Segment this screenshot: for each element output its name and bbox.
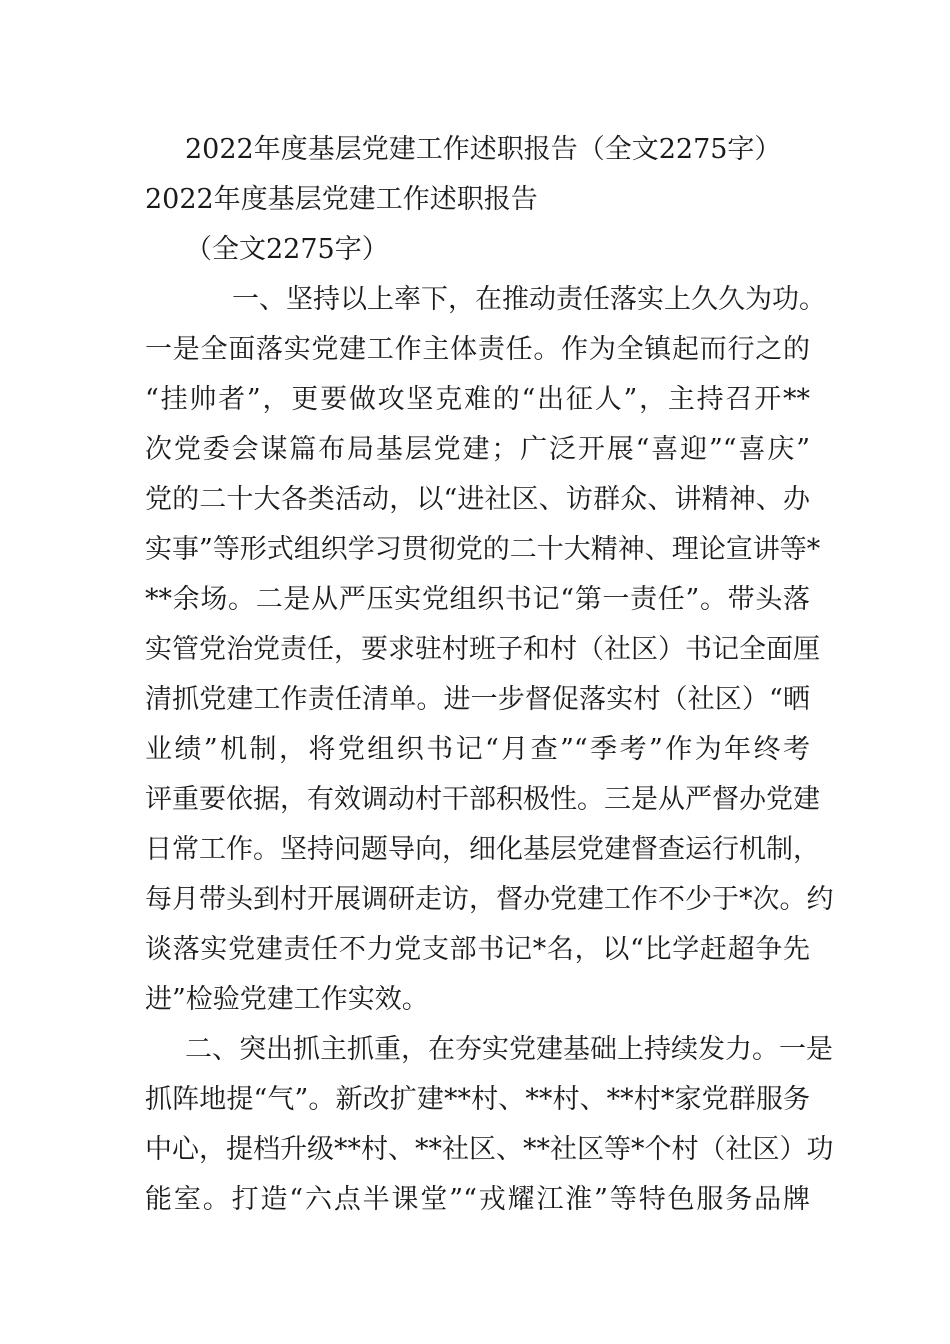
- paragraph-line: “挂帅者”，更要做攻坚克难的“出征人”，主持召开**: [145, 384, 810, 415]
- paragraph-line: 中心，提档升级**村、**社区、**社区等*个村（社区）功: [145, 1134, 834, 1165]
- word-count-note: （全文2275字）: [185, 234, 389, 265]
- paragraph-line: 党的二十大各类活动，以“进社区、访群众、讲精神、办: [145, 484, 810, 515]
- paragraph-line: 日常工作。坚持问题导向，细化基层党建督查运行机制，: [145, 834, 820, 865]
- paragraph-line: 次党委会谋篇布局基层党建；广泛开展“喜迎”“喜庆”: [145, 434, 810, 465]
- paragraph-line: 抓阵地提“气”。新改扩建**村、**村、**村*家党群服务: [145, 1084, 810, 1115]
- paragraph-line: 实事”等形式组织学习贯彻党的二十大精神、理论宣讲等*: [145, 534, 821, 565]
- document-subtitle: 2022年度基层党建工作述职报告: [145, 184, 538, 215]
- paragraph-line: 谈落实党建责任不力党支部书记*名，以“比学赶超争先: [145, 934, 810, 965]
- paragraph-line: 能室。打造“六点半课堂”“戎耀江淮”等特色服务品牌: [145, 1184, 810, 1215]
- document-title: 2022年度基层党建工作述职报告（全文2275字）: [185, 134, 782, 165]
- paragraph-line: 评重要依据，有效调动村干部积极性。三是从严督办党建: [145, 784, 820, 815]
- paragraph-line: 实管党治党责任，要求驻村班子和村（社区）书记全面厘: [145, 634, 820, 665]
- paragraph-line: 进”检验党建工作实效。: [145, 984, 429, 1015]
- section2-heading: 二、突出抓主抓重，在夯实党建基础上持续发力。一是: [185, 1034, 833, 1065]
- paragraph-line: 每月带头到村开展调研走访，督办党建工作不少于*次。约: [145, 884, 834, 915]
- paragraph-line: 清抓党建工作责任清单。进一步督促落实村（社区）“晒: [145, 684, 810, 715]
- paragraph-line: 一是全面落实党建工作主体责任。作为全镇起而行之的: [145, 334, 810, 365]
- paragraph-line: 业绩”机制，将党组织书记“月查”“季考”作为年终考: [145, 734, 810, 765]
- paragraph-line: **余场。二是从严压实党组织书记“第一责任”。带头落: [145, 584, 810, 615]
- section1-heading: 一、坚持以上率下，在推动责任落实上久久为功。: [232, 284, 826, 315]
